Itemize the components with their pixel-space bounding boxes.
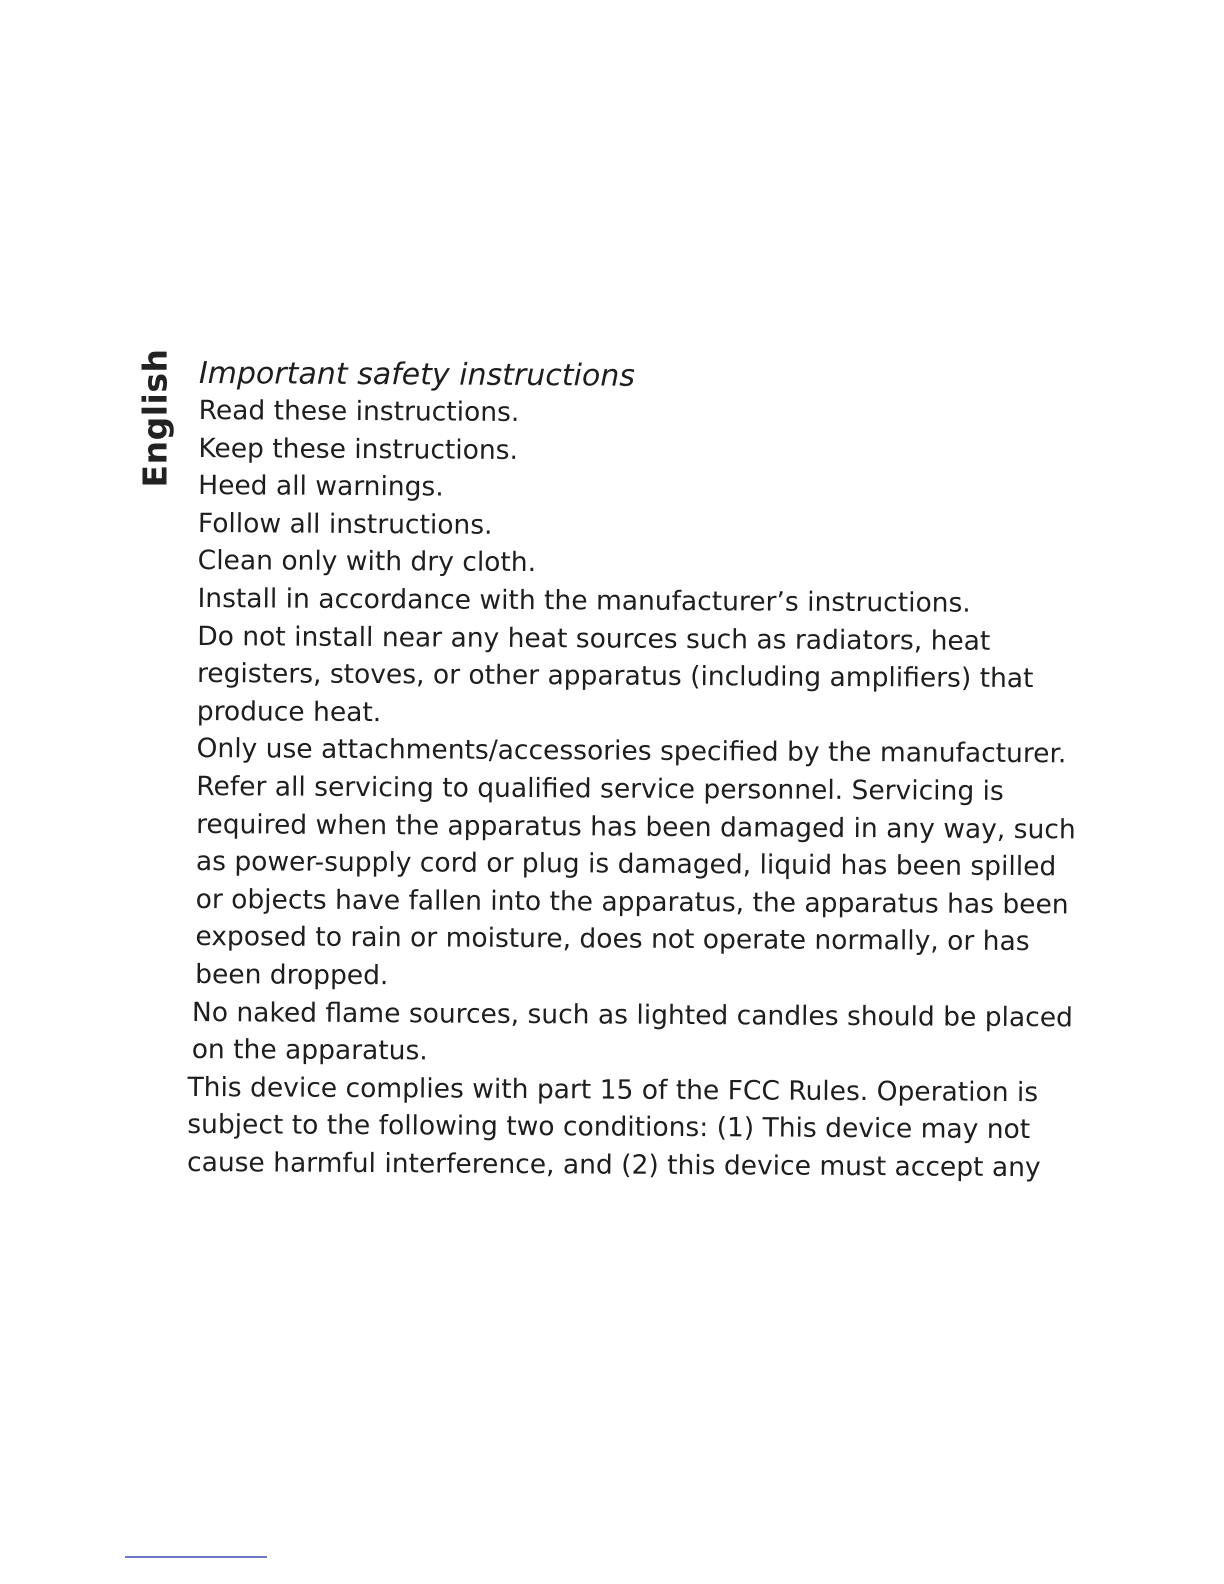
instruction-line: This device complies with part 15 of the FCC Rules. Operation is: [187, 1071, 1039, 1108]
instruction-line: Only use attachments/accessories specified by the manufacturer.: [196, 733, 1067, 770]
instruction-line: Do not install near any heat sources such as radiators, heat: [197, 620, 991, 657]
instruction-line: cause harmful interference, and (2) this device must accept any: [186, 1146, 1041, 1184]
instruction-line: or objects have fallen into the apparatus, the apparatus has been: [195, 883, 1069, 921]
instruction-line: produce heat.: [196, 695, 382, 728]
instruction-servicing: [195, 768, 1076, 999]
instruction-install: [197, 580, 1077, 623]
instruction-line: Refer all servicing to qualified service personnel. Servicing is: [196, 770, 1004, 807]
instruction-line: required when the apparatus has been damaged in any way, such: [196, 808, 1076, 845]
instruction-line: Read these instructions.: [198, 394, 520, 428]
instruction-follow: [198, 505, 1078, 548]
instruction-heat-sources: [197, 618, 1078, 736]
instruction-naked-flame: [192, 993, 1075, 1074]
instruction-line: registers, stoves, or other apparatus (including amplifiers) that: [196, 658, 1034, 695]
safety-instructions-section: [186, 354, 1079, 1187]
instruction-clean: [198, 542, 1078, 585]
instruction-line: Follow all instructions.: [197, 507, 493, 541]
instruction-line: Clean only with dry cloth.: [197, 545, 537, 579]
instruction-line: exposed to rain or moisture, does not operate normally, or has: [195, 921, 1030, 958]
instruction-line: subject to the following two conditions: (1) This device may not: [187, 1109, 1031, 1146]
fcc-compliance-statement: [187, 1069, 1075, 1187]
instruction-read: [199, 392, 1079, 435]
instruction-line: No naked flame sources, such as lighted candles should be placed: [191, 996, 1073, 1033]
instruction-keep: [198, 430, 1078, 473]
instruction-line: Install in accordance with the manufacturer’s instructions.: [197, 582, 971, 619]
instruction-line: Heed all warnings.: [198, 470, 444, 503]
instruction-line: on the apparatus.: [191, 1034, 428, 1067]
instruction-line: Keep these instructions.: [198, 432, 519, 466]
instruction-heed: [198, 467, 1078, 510]
instruction-line: been dropped.: [195, 958, 389, 992]
section-heading: Important safety instructions: [198, 355, 636, 394]
bottom-divider: [125, 1556, 267, 1558]
instruction-line: as power-supply cord or plug is damaged, liquid has been spilled: [195, 846, 1057, 883]
instruction-attachments: [196, 730, 1076, 773]
language-side-tab: English: [135, 348, 175, 488]
